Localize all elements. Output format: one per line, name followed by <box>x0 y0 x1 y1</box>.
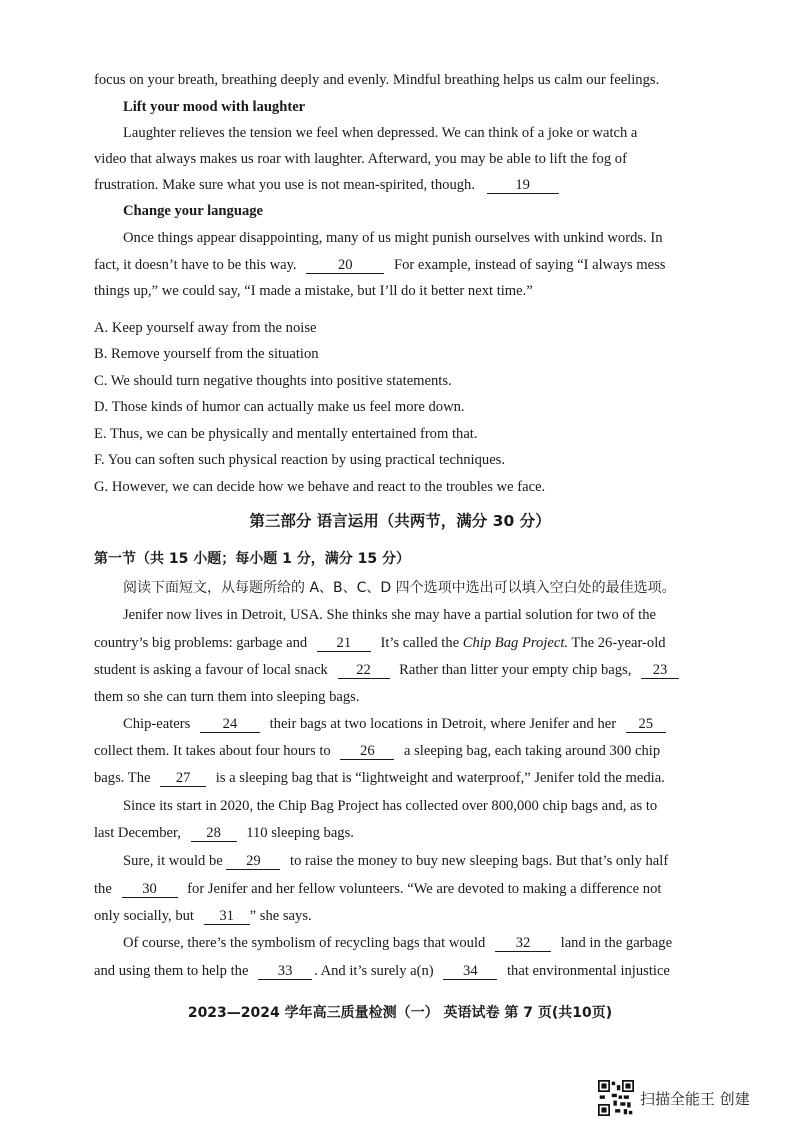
answer-blank-26: 26 <box>340 743 394 760</box>
passage-line <box>94 660 724 680</box>
passage-line <box>94 175 724 195</box>
line-text: Sure, it would be <box>123 853 223 869</box>
passage-line: things up,” we could say, “I made a mistake, but I’ll do it better next time.” <box>94 283 533 299</box>
answer-blank-29: 29 <box>226 853 280 870</box>
line-text: For example, instead of saying “I always mess <box>393 257 666 273</box>
passage-line: Once things appear disappointing, many of us might punish ourselves with unkind words. In <box>123 230 663 246</box>
passage-line: Laughter relieves the tension we feel when depressed. We can think of a joke or watch a <box>123 125 638 141</box>
line-text: Chip-eaters <box>123 716 191 732</box>
answer-blank-23: 23 <box>641 662 679 679</box>
line-text: a sleeping bag, each taking around 300 chip <box>404 743 661 759</box>
answer-blank-30: 30 <box>122 881 178 898</box>
option-b: B. Remove yourself from the situation <box>94 346 319 362</box>
line-text: . And it’s surely a(n) <box>314 963 434 979</box>
passage-line: Since its start in 2020, the Chip Bag Project has collected over 800,000 chip bags and, as to <box>123 798 658 814</box>
line-text: to raise the money to buy new sleeping bags. But that’s only half <box>290 853 669 869</box>
answer-blank-19: 19 <box>487 177 559 194</box>
answer-blank-32: 32 <box>495 935 551 952</box>
line-text: only socially, but <box>94 908 194 924</box>
passage-line <box>94 633 724 653</box>
answer-blank-21: 21 <box>317 635 371 652</box>
answer-blank-27: 27 <box>160 770 206 787</box>
option-g: G. However, we can decide how we behave and react to the troubles we face. <box>94 479 546 495</box>
passage-line <box>94 255 724 275</box>
subsection-title: 第一节（共 15 小题；每小题 1 分，满分 15 分） <box>94 551 410 567</box>
passage-line <box>94 961 724 981</box>
line-text: Rather than litter your empty chip bags, <box>399 662 632 678</box>
line-text: is a sleeping bag that is “lightweight and waterproof,” Jenifer told the media. <box>215 770 665 786</box>
watermark-text: 扫描全能王 创建 <box>640 1089 750 1108</box>
option-c: C. We should turn negative thoughts into positive statements. <box>94 373 452 389</box>
line-text: collect them. It takes about four hours to <box>94 743 331 759</box>
passage-line: video that always makes us roar with laughter. Afterward, you may be able to lift the fog of <box>94 151 627 167</box>
passage-line <box>94 906 724 926</box>
answer-blank-34: 34 <box>443 963 497 980</box>
line-text: for Jenifer and her fellow volunteers. “We are devoted to making a difference not <box>187 881 662 897</box>
line-text: the <box>94 881 112 897</box>
line-text: that environmental injustice <box>506 963 670 979</box>
passage-line: them so she can turn them into sleeping bags. <box>94 689 360 705</box>
page-footer: 2023—2024 学年高三质量检测（一） 英语试卷 第 7 页(共10页) <box>187 1005 613 1021</box>
answer-blank-33: 33 <box>258 963 312 980</box>
line-text: frustration. Make sure what you use is not mean-spirited, though. <box>94 177 475 193</box>
answer-blank-22: 22 <box>338 662 390 679</box>
line-text: their bags at two locations in Detroit, where Jenifer and her <box>269 716 617 732</box>
passage-line <box>94 741 724 761</box>
line-text: The 26-year-old <box>571 635 666 651</box>
line-text: country’s big problems: garbage and <box>94 635 308 651</box>
answer-blank-31: 31 <box>204 908 250 925</box>
passage-line <box>123 714 724 734</box>
line-text: land in the garbage <box>560 935 673 951</box>
passage-line: Jenifer now lives in Detroit, USA. She thinks she may have a partial solution for two of the <box>123 607 656 623</box>
passage-line <box>123 933 724 953</box>
passage-line <box>94 823 724 843</box>
line-text: bags. The <box>94 770 151 786</box>
line-text: last December, <box>94 825 181 841</box>
line-text: student is asking a favour of local snack <box>94 662 328 678</box>
passage-line <box>94 768 724 788</box>
answer-blank-28: 28 <box>191 825 237 842</box>
option-a: A. Keep yourself away from the noise <box>94 320 317 336</box>
qr-code-icon <box>598 1080 634 1116</box>
line-text: 110 sleeping bags. <box>246 825 354 841</box>
line-text: and using them to help the <box>94 963 249 979</box>
option-f: F. You can soften such physical reaction by using practical techniques. <box>94 452 506 468</box>
answer-blank-20: 20 <box>306 257 384 274</box>
paragraph-heading: Lift your mood with laughter <box>123 99 306 115</box>
line-text: ” she says. <box>249 908 312 924</box>
paragraph-heading: Change your language <box>123 203 264 219</box>
option-e: E. Thus, we can be physically and mentally entertained from that. <box>94 426 478 442</box>
project-name: Chip Bag Project. <box>462 635 569 651</box>
option-d: D. Those kinds of humor can actually make us feel more down. <box>94 399 465 415</box>
instruction: 阅读下面短文，从每题所给的 A、B、C、D 四个选项中选出可以填入空白处的最佳选项。 <box>123 580 676 596</box>
answer-blank-24: 24 <box>200 716 260 733</box>
passage-line <box>123 851 724 871</box>
line-text: Of course, there’s the symbolism of recycling bags that would <box>123 935 486 951</box>
line-text: fact, it doesn’t have to be this way. <box>94 257 297 273</box>
answer-blank-25: 25 <box>626 716 666 733</box>
line-text: It’s called the <box>380 635 460 651</box>
passage-line <box>94 879 724 899</box>
passage-line: focus on your breath, breathing deeply and evenly. Mindful breathing helps us calm our feelings. <box>94 72 660 88</box>
section-title: 第三部分 语言运用（共两节，满分 30 分） <box>249 512 551 530</box>
scanner-watermark <box>598 1080 750 1116</box>
